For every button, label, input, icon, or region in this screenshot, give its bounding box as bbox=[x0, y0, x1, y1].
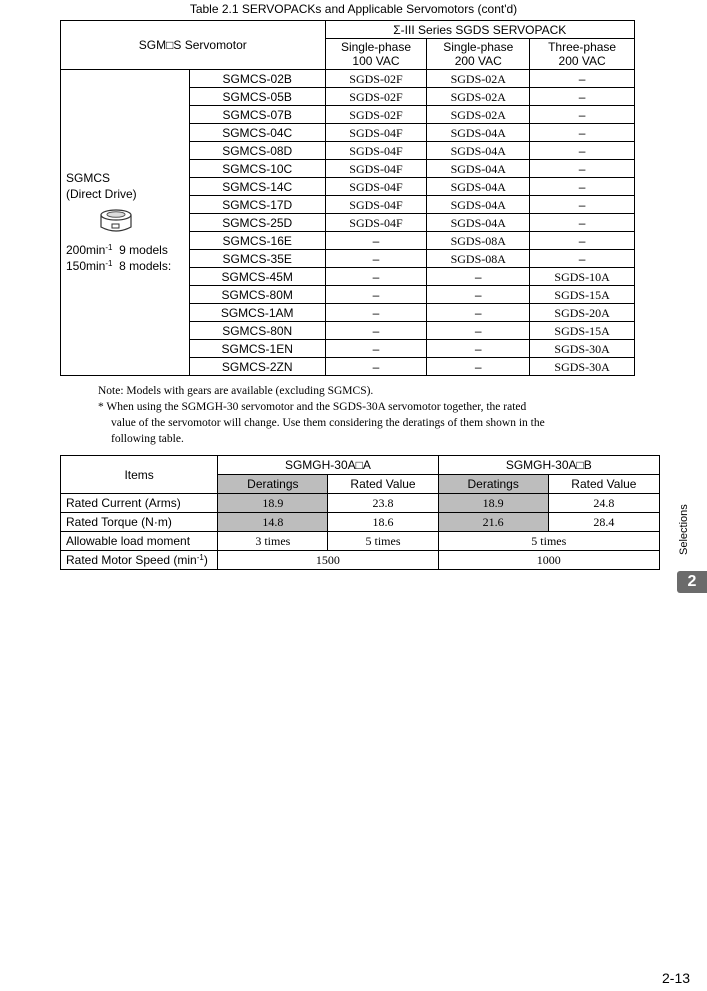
servomotor-model: SGMCS-80N bbox=[189, 322, 325, 340]
section-label: Selections bbox=[678, 504, 690, 555]
servopack-model: – bbox=[530, 250, 635, 268]
asterisk-note-line3: following table. bbox=[111, 433, 184, 445]
cell: 5 times bbox=[438, 532, 659, 551]
servopack-model: – bbox=[530, 142, 635, 160]
cell: 18.9 bbox=[438, 494, 548, 513]
servopack-model: – bbox=[325, 268, 427, 286]
servopack-model: – bbox=[325, 358, 427, 376]
servopack-model: – bbox=[427, 268, 530, 286]
servopack-model: SGDS-04F bbox=[325, 178, 427, 196]
servopack-model: SGDS-02A bbox=[427, 88, 530, 106]
deratings-header: Deratings bbox=[218, 475, 328, 494]
rated-value-header: Rated Value bbox=[328, 475, 438, 494]
cell: 5 times bbox=[328, 532, 438, 551]
cell: 1500 bbox=[218, 551, 438, 570]
servopack-model: SGDS-04F bbox=[325, 196, 427, 214]
table-row bbox=[61, 551, 660, 570]
servopack-model: SGDS-04F bbox=[325, 214, 427, 232]
servopack-model: – bbox=[427, 358, 530, 376]
servopack-model: SGDS-30A bbox=[530, 358, 635, 376]
page-number: 2-13 bbox=[662, 970, 691, 986]
col-header: Three-phase 200 VAC bbox=[530, 39, 635, 70]
row-label: Allowable load moment bbox=[61, 532, 218, 551]
chapter-tab: 2 bbox=[677, 571, 707, 593]
servopack-model: SGDS-15A bbox=[530, 322, 635, 340]
cell: 1000 bbox=[438, 551, 659, 570]
group-name: SGMCS bbox=[66, 171, 111, 185]
servomotor-model: SGMCS-02B bbox=[189, 70, 325, 88]
servopack-table bbox=[60, 20, 635, 376]
servopack-model: SGDS-04F bbox=[325, 160, 427, 178]
cell: 18.6 bbox=[328, 513, 438, 532]
servopack-model: – bbox=[530, 214, 635, 232]
cell: 3 times bbox=[218, 532, 328, 551]
servomotor-model: SGMCS-1EN bbox=[189, 340, 325, 358]
servopack-model: – bbox=[530, 178, 635, 196]
servopack-model: SGDS-08A bbox=[427, 232, 530, 250]
row-label: Rated Motor Speed $(\min^{-1})$ bbox=[61, 551, 218, 570]
servopack-model: – bbox=[530, 106, 635, 124]
servopack-model: – bbox=[530, 124, 635, 142]
servopack-model: SGDS-02A bbox=[427, 106, 530, 124]
motor-header: SGM□S Servomotor bbox=[61, 21, 326, 70]
servomotor-model: SGMCS-80M bbox=[189, 286, 325, 304]
table-caption: Table 2.1 SERVOPACKs and Applicable Servomotors (cont'd) bbox=[189, 2, 518, 16]
model-a-header: SGMGH-30A□A bbox=[218, 456, 438, 475]
servopack-model: – bbox=[427, 340, 530, 358]
servomotor-model: SGMCS-45M bbox=[189, 268, 325, 286]
servopack-model: SGDS-04F bbox=[325, 124, 427, 142]
speed-line-1: $200\min^{-1}$ 9 models bbox=[66, 243, 168, 257]
servopack-model: SGDS-04A bbox=[427, 178, 530, 196]
items-header: Items bbox=[61, 456, 218, 494]
servopack-model: SGDS-04A bbox=[427, 124, 530, 142]
col-header: Single-phase 100 VAC bbox=[325, 39, 427, 70]
table-row bbox=[61, 494, 660, 513]
row-label: Rated Torque (N·m) bbox=[61, 513, 218, 532]
servopack-header: Σ-III Series SGDS SERVOPACK bbox=[325, 21, 634, 39]
servomotor-model: SGMCS-2ZN bbox=[189, 358, 325, 376]
cell: 18.9 bbox=[218, 494, 328, 513]
servopack-model: – bbox=[530, 196, 635, 214]
cell: 14.8 bbox=[218, 513, 328, 532]
servopack-model: SGDS-08A bbox=[427, 250, 530, 268]
rated-value-header: Rated Value bbox=[548, 475, 659, 494]
servomotor-model: SGMCS-14C bbox=[189, 178, 325, 196]
servopack-model: – bbox=[325, 286, 427, 304]
servopack-model: – bbox=[325, 250, 427, 268]
table-row bbox=[61, 70, 635, 88]
cell: 28.4 bbox=[548, 513, 659, 532]
servopack-model: SGDS-04A bbox=[427, 196, 530, 214]
servomotor-model: SGMCS-16E bbox=[189, 232, 325, 250]
servopack-model: SGDS-04F bbox=[325, 142, 427, 160]
cell: 21.6 bbox=[438, 513, 548, 532]
derating-table bbox=[60, 455, 660, 570]
table-row bbox=[61, 513, 660, 532]
asterisk-note-line2: value of the servomotor will change. Use them considering the deratings of them shown in the bbox=[111, 417, 545, 429]
servopack-model: SGDS-02A bbox=[427, 70, 530, 88]
servopack-model: – bbox=[325, 322, 427, 340]
servopack-model: – bbox=[530, 160, 635, 178]
model-b-header: SGMGH-30A□B bbox=[438, 456, 659, 475]
servopack-model: SGDS-04A bbox=[427, 160, 530, 178]
asterisk-note-line1: * When using the SGMGH-30 servomotor and the SGDS-30A servomotor together, the rated bbox=[98, 401, 527, 413]
servopack-model: – bbox=[530, 88, 635, 106]
row-label: Rated Current (Arms) bbox=[61, 494, 218, 513]
servopack-model: – bbox=[427, 322, 530, 340]
cell: 24.8 bbox=[548, 494, 659, 513]
group-subtitle: (Direct Drive) bbox=[66, 187, 137, 201]
note-text: Note: Models with gears are available (excluding SGMCS). bbox=[98, 385, 374, 397]
speed-line-2: $150\min^{-1}$ 8 models: bbox=[66, 259, 172, 273]
servomotor-model: SGMCS-35E bbox=[189, 250, 325, 268]
servopack-model: – bbox=[325, 340, 427, 358]
servomotor-model: SGMCS-17D bbox=[189, 196, 325, 214]
table-row bbox=[61, 532, 660, 551]
servopack-model: SGDS-04A bbox=[427, 142, 530, 160]
servopack-model: – bbox=[427, 304, 530, 322]
col-header: Single-phase 200 VAC bbox=[427, 39, 530, 70]
cell: 23.8 bbox=[328, 494, 438, 513]
servopack-model: – bbox=[530, 70, 635, 88]
direct-drive-motor-icon bbox=[99, 208, 133, 236]
servopack-model: SGDS-20A bbox=[530, 304, 635, 322]
deratings-header: Deratings bbox=[438, 475, 548, 494]
servomotor-model: SGMCS-25D bbox=[189, 214, 325, 232]
servopack-model: – bbox=[427, 286, 530, 304]
servopack-model: SGDS-30A bbox=[530, 340, 635, 358]
servopack-model: SGDS-15A bbox=[530, 286, 635, 304]
motor-group-cell bbox=[61, 70, 190, 376]
servopack-model: – bbox=[530, 232, 635, 250]
servomotor-model: SGMCS-05B bbox=[189, 88, 325, 106]
servopack-model: – bbox=[325, 232, 427, 250]
servopack-model: SGDS-02F bbox=[325, 88, 427, 106]
servomotor-model: SGMCS-10C bbox=[189, 160, 325, 178]
servomotor-model: SGMCS-08D bbox=[189, 142, 325, 160]
servopack-model: SGDS-04A bbox=[427, 214, 530, 232]
servomotor-model: SGMCS-07B bbox=[189, 106, 325, 124]
servomotor-model: SGMCS-04C bbox=[189, 124, 325, 142]
servopack-model: SGDS-10A bbox=[530, 268, 635, 286]
servomotor-model: SGMCS-1AM bbox=[189, 304, 325, 322]
servopack-model: – bbox=[325, 304, 427, 322]
servopack-model: SGDS-02F bbox=[325, 70, 427, 88]
servopack-model: SGDS-02F bbox=[325, 106, 427, 124]
